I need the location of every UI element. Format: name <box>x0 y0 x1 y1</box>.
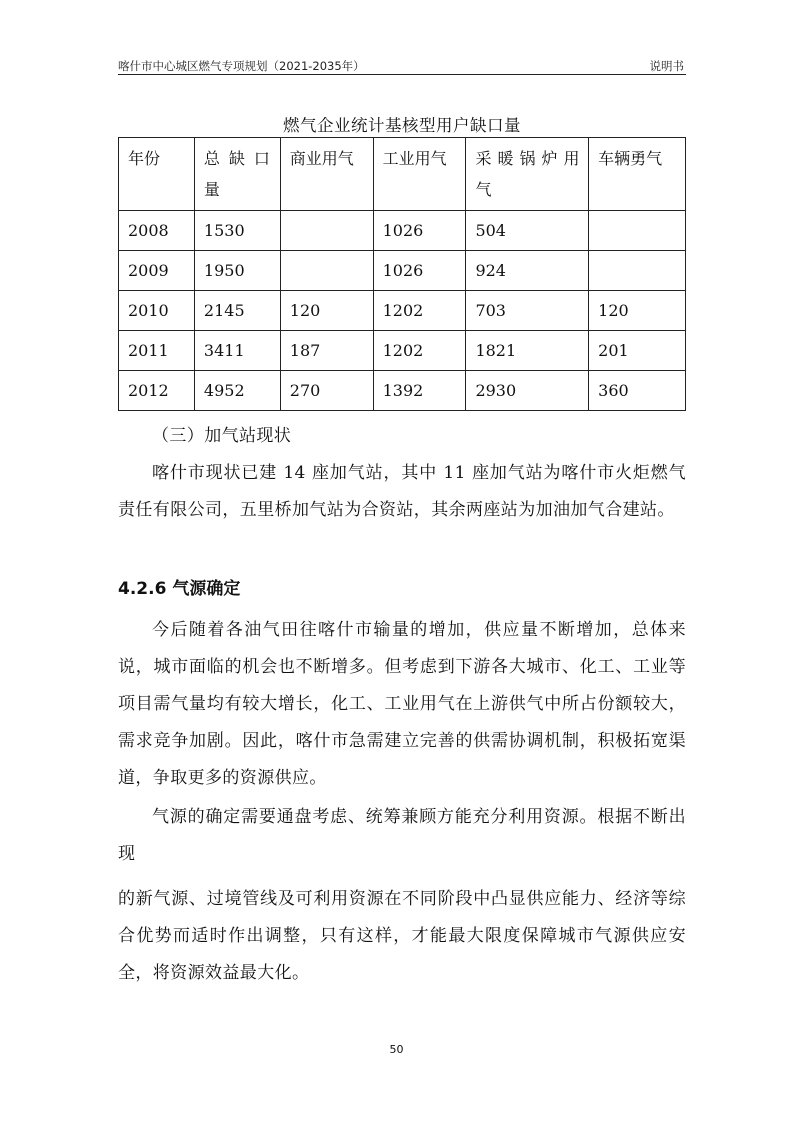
table-cell: 703 <box>466 291 589 331</box>
gas-shortage-table <box>118 137 686 411</box>
table-cell: 187 <box>280 331 373 371</box>
table-cell <box>589 211 686 251</box>
table-row <box>119 331 686 371</box>
table-cell: 2145 <box>194 291 280 331</box>
table-cell: 270 <box>280 371 373 411</box>
table-cell: 2012 <box>119 371 195 411</box>
page-number: 50 <box>389 1043 404 1056</box>
table-cell: 924 <box>466 251 589 291</box>
paragraph-gas-stations: 喀什市现状已建 14 座加气站，其中 11 座加气站为喀什市火炬燃气责任有限公司，五里桥加气站为合资站，其余两座站为加油加气合建站。 <box>118 463 686 520</box>
table-row <box>119 251 686 291</box>
table-title: 燃气企业统计基核型用户缺口量 <box>283 116 521 135</box>
table-cell: 1392 <box>373 371 466 411</box>
table-cell: 2010 <box>119 291 195 331</box>
table-cell: 1821 <box>466 331 589 371</box>
column-header: 总缺口量 <box>194 138 280 211</box>
table-cell: 120 <box>589 291 686 331</box>
table-cell: 2930 <box>466 371 589 411</box>
page-header <box>118 54 686 75</box>
column-header: 年份 <box>119 138 195 211</box>
table-header-row <box>119 138 686 211</box>
column-header: 工业用气 <box>373 138 466 211</box>
table-cell: 2009 <box>119 251 195 291</box>
table-row <box>119 371 686 411</box>
column-header: 采暖锅炉用气 <box>466 138 589 211</box>
table-cell <box>280 211 373 251</box>
table-cell: 1026 <box>373 211 466 251</box>
paragraph-gas-source-b: 的新气源、过境管线及可利用资源在不同阶段中凸显供应能力、经济等综合优势而适时作出调整，只有这样，才能最大限度保障城市气源供应安全，将资源效益最大化。 <box>118 889 686 983</box>
section-heading-4-2-6: 4.2.6 气源确定 <box>118 579 241 599</box>
table-cell: 1202 <box>373 331 466 371</box>
section-heading-gas-stations: （三）加气站现状 <box>152 426 292 446</box>
column-header: 车辆勇气 <box>589 138 686 211</box>
table-cell: 1202 <box>373 291 466 331</box>
table-cell: 1530 <box>194 211 280 251</box>
header-doc-type: 说明书 <box>649 59 684 73</box>
table-cell: 120 <box>280 291 373 331</box>
table-cell: 201 <box>589 331 686 371</box>
table-cell: 3411 <box>194 331 280 371</box>
table-cell: 2011 <box>119 331 195 371</box>
table-cell: 2008 <box>119 211 195 251</box>
table-row <box>119 291 686 331</box>
table-cell: 1950 <box>194 251 280 291</box>
table-row <box>119 211 686 251</box>
table-cell: 360 <box>589 371 686 411</box>
table-cell: 504 <box>466 211 589 251</box>
paragraph-gas-supply: 今后随着各油气田往喀什市输量的增加，供应量不断增加，总体来说，城市面临的机会也不断增多。但考虑到下游各大城市、化工、工业等项目需气量均有较大增长，化工、工业用气在上游供气中所占份额较大，需求竞争加剧。因此，喀什市急需建立完善的供需协调机制，积极拓宽渠道，争取更多的资源供应。 <box>118 620 686 788</box>
table-cell <box>589 251 686 291</box>
column-header: 商业用气 <box>280 138 373 211</box>
header-title: 喀什市中心城区燃气专项规划（2021-2035年） <box>118 59 365 73</box>
paragraph-gas-source-a: 气源的确定需要通盘考虑、统筹兼顾方能充分利用资源。根据不断出现 <box>118 807 686 864</box>
table-cell: 1026 <box>373 251 466 291</box>
table-cell: 4952 <box>194 371 280 411</box>
table-cell <box>280 251 373 291</box>
